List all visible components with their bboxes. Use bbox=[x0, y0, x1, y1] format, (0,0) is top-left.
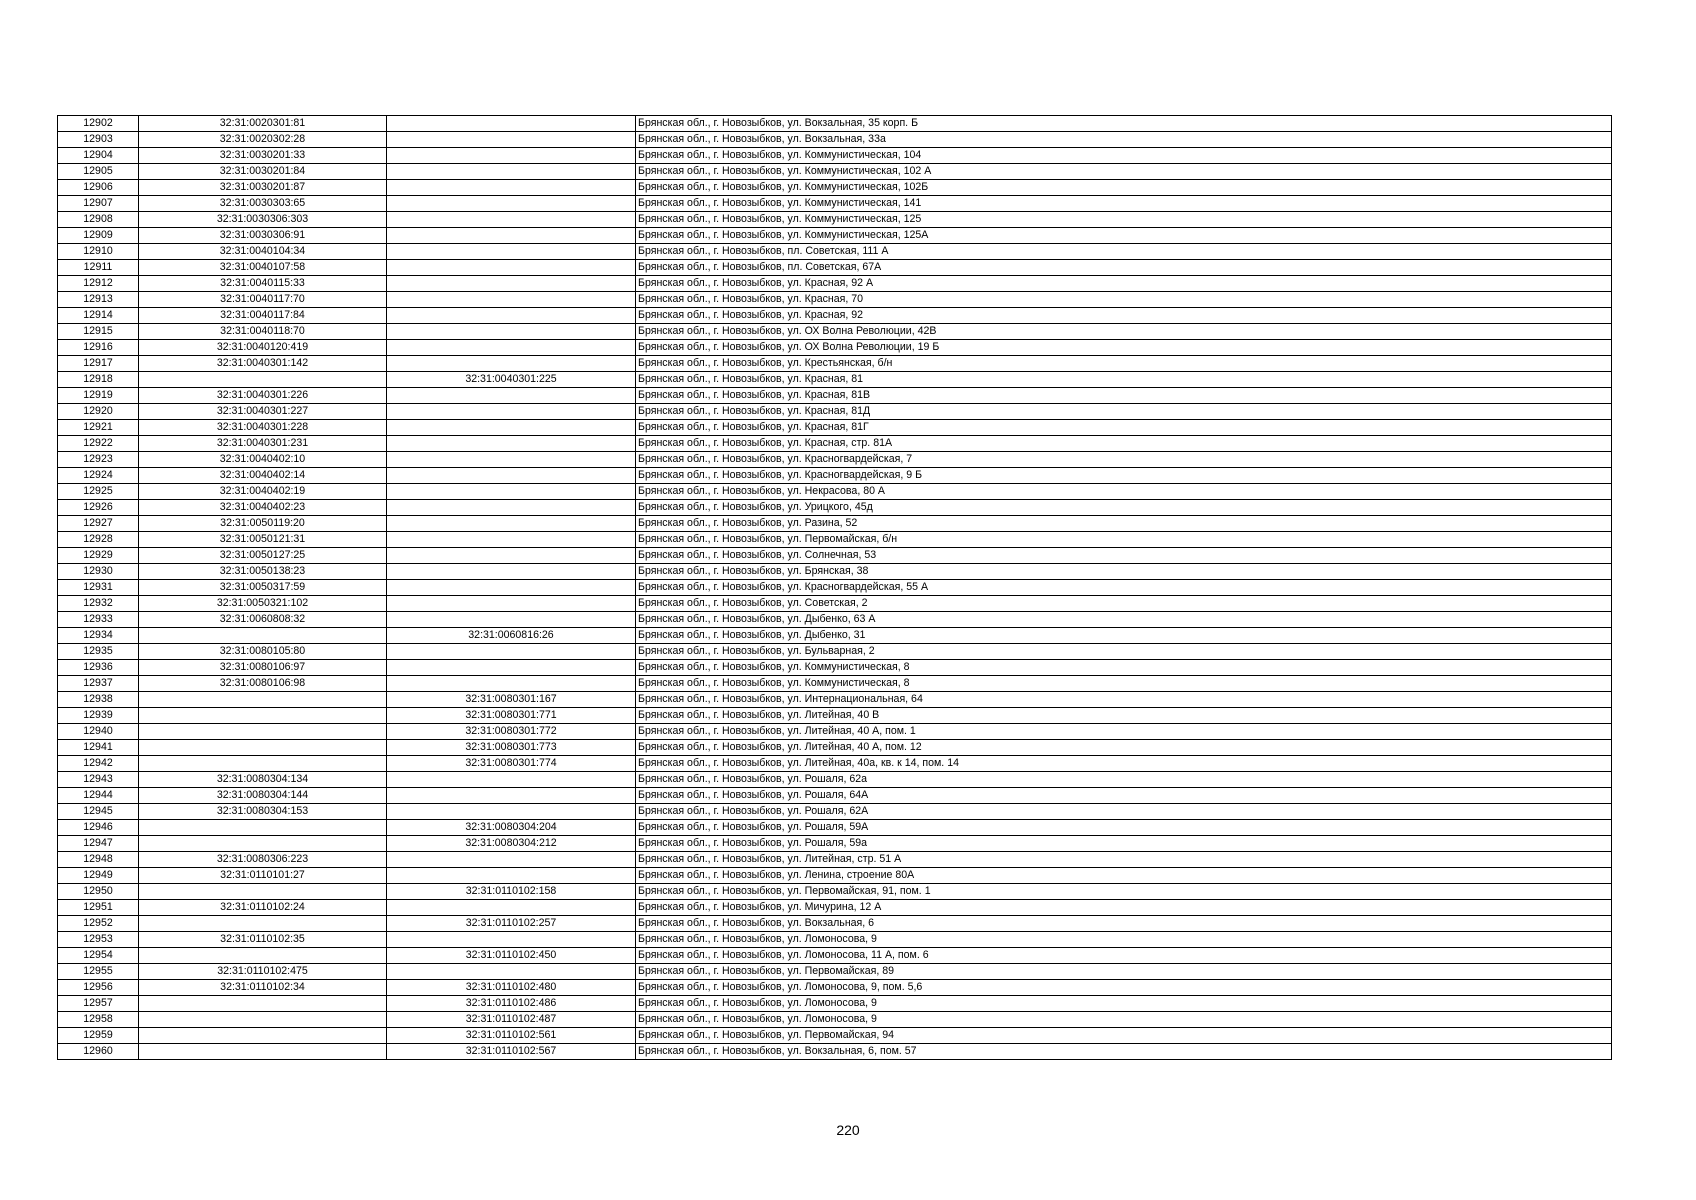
address-cell: Брянская обл., г. Новозыбков, ул. Вокзальная, 35 корп. Б bbox=[636, 116, 1612, 132]
cadastral-number-cell: 32:31:0030201:33 bbox=[139, 148, 387, 164]
table-row bbox=[58, 468, 1612, 484]
address-cell: Брянская обл., г. Новозыбков, ул. Мичурина, 12 А bbox=[636, 900, 1612, 916]
secondary-cadastral-number-cell bbox=[387, 852, 636, 868]
secondary-cadastral-number-cell bbox=[387, 244, 636, 260]
secondary-cadastral-number-cell bbox=[387, 564, 636, 580]
cadastral-number-cell: 32:31:0060808:32 bbox=[139, 612, 387, 628]
cadastral-number-cell: 32:31:0040107:58 bbox=[139, 260, 387, 276]
table-row bbox=[58, 836, 1612, 852]
row-number-cell: 12937 bbox=[58, 676, 139, 692]
secondary-cadastral-number-cell bbox=[387, 500, 636, 516]
row-number-cell: 12942 bbox=[58, 756, 139, 772]
cadastral-number-cell: 32:31:0080106:98 bbox=[139, 676, 387, 692]
row-number-cell: 12940 bbox=[58, 724, 139, 740]
cadastral-number-cell bbox=[139, 724, 387, 740]
secondary-cadastral-number-cell: 32:31:0080301:771 bbox=[387, 708, 636, 724]
address-cell: Брянская обл., г. Новозыбков, ул. Крестьянская, б/н bbox=[636, 356, 1612, 372]
secondary-cadastral-number-cell: 32:31:0080301:774 bbox=[387, 756, 636, 772]
address-cell: Брянская обл., г. Новозыбков, ул. Первомайская, 94 bbox=[636, 1028, 1612, 1044]
cadastral-number-cell: 32:31:0040301:226 bbox=[139, 388, 387, 404]
secondary-cadastral-number-cell bbox=[387, 900, 636, 916]
secondary-cadastral-number-cell: 32:31:0080301:773 bbox=[387, 740, 636, 756]
table-row bbox=[58, 292, 1612, 308]
table-row bbox=[58, 148, 1612, 164]
secondary-cadastral-number-cell bbox=[387, 532, 636, 548]
secondary-cadastral-number-cell: 32:31:0110102:487 bbox=[387, 1012, 636, 1028]
address-cell: Брянская обл., г. Новозыбков, ул. Первомайская, 91, пом. 1 bbox=[636, 884, 1612, 900]
cadastral-number-cell bbox=[139, 628, 387, 644]
address-cell: Брянская обл., г. Новозыбков, ул. Литейная, 40 А, пом. 12 bbox=[636, 740, 1612, 756]
secondary-cadastral-number-cell bbox=[387, 164, 636, 180]
table-row bbox=[58, 388, 1612, 404]
secondary-cadastral-number-cell bbox=[387, 148, 636, 164]
cadastral-number-cell: 32:31:0030201:87 bbox=[139, 180, 387, 196]
table-row bbox=[58, 740, 1612, 756]
table-row bbox=[58, 756, 1612, 772]
cadastral-number-cell: 32:31:0110102:24 bbox=[139, 900, 387, 916]
table-row bbox=[58, 420, 1612, 436]
table-row bbox=[58, 660, 1612, 676]
address-cell: Брянская обл., г. Новозыбков, ул. Рошаля, 59А bbox=[636, 820, 1612, 836]
table-row bbox=[58, 116, 1612, 132]
table-row bbox=[58, 452, 1612, 468]
cadastral-number-cell: 32:31:0040115:33 bbox=[139, 276, 387, 292]
table-row bbox=[58, 324, 1612, 340]
secondary-cadastral-number-cell bbox=[387, 676, 636, 692]
secondary-cadastral-number-cell bbox=[387, 468, 636, 484]
table-row bbox=[58, 948, 1612, 964]
address-cell: Брянская обл., г. Новозыбков, ул. Красная, стр. 81А bbox=[636, 436, 1612, 452]
cadastral-number-cell bbox=[139, 884, 387, 900]
row-number-cell: 12936 bbox=[58, 660, 139, 676]
address-cell: Брянская обл., г. Новозыбков, ул. Коммунистическая, 8 bbox=[636, 676, 1612, 692]
row-number-cell: 12914 bbox=[58, 308, 139, 324]
address-cell: Брянская обл., г. Новозыбков, ул. Рошаля, 64А bbox=[636, 788, 1612, 804]
address-cell: Брянская обл., г. Новозыбков, ул. Солнечная, 53 bbox=[636, 548, 1612, 564]
row-number-cell: 12916 bbox=[58, 340, 139, 356]
row-number-cell: 12951 bbox=[58, 900, 139, 916]
row-number-cell: 12915 bbox=[58, 324, 139, 340]
row-number-cell: 12908 bbox=[58, 212, 139, 228]
cadastral-number-cell: 32:31:0030201:84 bbox=[139, 164, 387, 180]
table-row bbox=[58, 596, 1612, 612]
cadastral-number-cell: 32:31:0110102:35 bbox=[139, 932, 387, 948]
registry-table-body bbox=[58, 116, 1612, 1060]
row-number-cell: 12941 bbox=[58, 740, 139, 756]
row-number-cell: 12957 bbox=[58, 996, 139, 1012]
table-row bbox=[58, 308, 1612, 324]
row-number-cell: 12934 bbox=[58, 628, 139, 644]
row-number-cell: 12954 bbox=[58, 948, 139, 964]
address-cell: Брянская обл., г. Новозыбков, ул. Красногвардейская, 55 А bbox=[636, 580, 1612, 596]
row-number-cell: 12950 bbox=[58, 884, 139, 900]
secondary-cadastral-number-cell: 32:31:0110102:158 bbox=[387, 884, 636, 900]
cadastral-number-cell bbox=[139, 1044, 387, 1060]
address-cell: Брянская обл., г. Новозыбков, ул. Красногвардейская, 7 bbox=[636, 452, 1612, 468]
cadastral-number-cell: 32:31:0020302:28 bbox=[139, 132, 387, 148]
cadastral-number-cell: 32:31:0040104:34 bbox=[139, 244, 387, 260]
secondary-cadastral-number-cell bbox=[387, 580, 636, 596]
registry-table bbox=[57, 115, 1612, 1060]
cadastral-number-cell: 32:31:0050321:102 bbox=[139, 596, 387, 612]
secondary-cadastral-number-cell bbox=[387, 356, 636, 372]
cadastral-number-cell: 32:31:0110101:27 bbox=[139, 868, 387, 884]
row-number-cell: 12953 bbox=[58, 932, 139, 948]
address-cell: Брянская обл., г. Новозыбков, ул. Ломоносова, 9 bbox=[636, 1012, 1612, 1028]
address-cell: Брянская обл., г. Новозыбков, ул. Рошаля, 62а bbox=[636, 772, 1612, 788]
row-number-cell: 12935 bbox=[58, 644, 139, 660]
row-number-cell: 12958 bbox=[58, 1012, 139, 1028]
table-row bbox=[58, 628, 1612, 644]
row-number-cell: 12912 bbox=[58, 276, 139, 292]
table-row bbox=[58, 772, 1612, 788]
address-cell: Брянская обл., г. Новозыбков, ул. Красная, 81Г bbox=[636, 420, 1612, 436]
address-cell: Брянская обл., г. Новозыбков, ул. Красная, 81В bbox=[636, 388, 1612, 404]
address-cell: Брянская обл., г. Новозыбков, ул. ОХ Волна Революции, 42В bbox=[636, 324, 1612, 340]
address-cell: Брянская обл., г. Новозыбков, ул. ОХ Волна Революции, 19 Б bbox=[636, 340, 1612, 356]
cadastral-number-cell: 32:31:0040118:70 bbox=[139, 324, 387, 340]
secondary-cadastral-number-cell: 32:31:0110102:486 bbox=[387, 996, 636, 1012]
table-row bbox=[58, 132, 1612, 148]
address-cell: Брянская обл., г. Новозыбков, ул. Дыбенко, 63 А bbox=[636, 612, 1612, 628]
secondary-cadastral-number-cell bbox=[387, 772, 636, 788]
address-cell: Брянская обл., г. Новозыбков, ул. Ленина, строение 80А bbox=[636, 868, 1612, 884]
secondary-cadastral-number-cell: 32:31:0110102:561 bbox=[387, 1028, 636, 1044]
row-number-cell: 12921 bbox=[58, 420, 139, 436]
secondary-cadastral-number-cell: 32:31:0110102:567 bbox=[387, 1044, 636, 1060]
secondary-cadastral-number-cell bbox=[387, 196, 636, 212]
cadastral-number-cell bbox=[139, 372, 387, 388]
row-number-cell: 12952 bbox=[58, 916, 139, 932]
cadastral-number-cell: 32:31:0050138:23 bbox=[139, 564, 387, 580]
cadastral-number-cell bbox=[139, 740, 387, 756]
address-cell: Брянская обл., г. Новозыбков, ул. Ломоносова, 9, пом. 5,6 bbox=[636, 980, 1612, 996]
row-number-cell: 12928 bbox=[58, 532, 139, 548]
table-row bbox=[58, 708, 1612, 724]
row-number-cell: 12906 bbox=[58, 180, 139, 196]
cadastral-number-cell bbox=[139, 916, 387, 932]
cadastral-number-cell: 32:31:0040120:419 bbox=[139, 340, 387, 356]
table-row bbox=[58, 484, 1612, 500]
row-number-cell: 12939 bbox=[58, 708, 139, 724]
address-cell: Брянская обл., г. Новозыбков, ул. Коммунистическая, 102Б bbox=[636, 180, 1612, 196]
address-cell: Брянская обл., г. Новозыбков, пл. Советская, 111 А bbox=[636, 244, 1612, 260]
secondary-cadastral-number-cell bbox=[387, 964, 636, 980]
address-cell: Брянская обл., г. Новозыбков, ул. Коммунистическая, 8 bbox=[636, 660, 1612, 676]
secondary-cadastral-number-cell bbox=[387, 452, 636, 468]
row-number-cell: 12927 bbox=[58, 516, 139, 532]
address-cell: Брянская обл., г. Новозыбков, ул. Красная, 92 А bbox=[636, 276, 1612, 292]
table-row bbox=[58, 372, 1612, 388]
row-number-cell: 12917 bbox=[58, 356, 139, 372]
row-number-cell: 12926 bbox=[58, 500, 139, 516]
table-row bbox=[58, 532, 1612, 548]
address-cell: Брянская обл., г. Новозыбков, ул. Ломоносова, 9 bbox=[636, 932, 1612, 948]
table-row bbox=[58, 612, 1612, 628]
address-cell: Брянская обл., г. Новозыбков, ул. Вокзальная, 33а bbox=[636, 132, 1612, 148]
table-row bbox=[58, 212, 1612, 228]
secondary-cadastral-number-cell bbox=[387, 484, 636, 500]
cadastral-number-cell: 32:31:0020301:81 bbox=[139, 116, 387, 132]
table-row bbox=[58, 932, 1612, 948]
cadastral-number-cell: 32:31:0110102:475 bbox=[139, 964, 387, 980]
table-row bbox=[58, 916, 1612, 932]
address-cell: Брянская обл., г. Новозыбков, ул. Вокзальная, 6 bbox=[636, 916, 1612, 932]
secondary-cadastral-number-cell bbox=[387, 260, 636, 276]
row-number-cell: 12956 bbox=[58, 980, 139, 996]
cadastral-number-cell: 32:31:0080304:144 bbox=[139, 788, 387, 804]
secondary-cadastral-number-cell: 32:31:0060816:26 bbox=[387, 628, 636, 644]
table-row bbox=[58, 852, 1612, 868]
address-cell: Брянская обл., г. Новозыбков, ул. Красная, 70 bbox=[636, 292, 1612, 308]
address-cell: Брянская обл., г. Новозыбков, ул. Советская, 2 bbox=[636, 596, 1612, 612]
table-row bbox=[58, 804, 1612, 820]
row-number-cell: 12933 bbox=[58, 612, 139, 628]
cadastral-number-cell: 32:31:0040402:23 bbox=[139, 500, 387, 516]
secondary-cadastral-number-cell bbox=[387, 324, 636, 340]
table-row bbox=[58, 180, 1612, 196]
table-row bbox=[58, 884, 1612, 900]
row-number-cell: 12946 bbox=[58, 820, 139, 836]
secondary-cadastral-number-cell bbox=[387, 180, 636, 196]
table-row bbox=[58, 868, 1612, 884]
table-row bbox=[58, 900, 1612, 916]
secondary-cadastral-number-cell bbox=[387, 292, 636, 308]
secondary-cadastral-number-cell bbox=[387, 228, 636, 244]
secondary-cadastral-number-cell bbox=[387, 644, 636, 660]
row-number-cell: 12925 bbox=[58, 484, 139, 500]
secondary-cadastral-number-cell bbox=[387, 804, 636, 820]
address-cell: Брянская обл., г. Новозыбков, пл. Советская, 67А bbox=[636, 260, 1612, 276]
table-row bbox=[58, 276, 1612, 292]
address-cell: Брянская обл., г. Новозыбков, ул. Разина, 52 bbox=[636, 516, 1612, 532]
address-cell: Брянская обл., г. Новозыбков, ул. Интернациональная, 64 bbox=[636, 692, 1612, 708]
table-row bbox=[58, 644, 1612, 660]
cadastral-number-cell bbox=[139, 1012, 387, 1028]
cadastral-number-cell: 32:31:0030303:65 bbox=[139, 196, 387, 212]
secondary-cadastral-number-cell: 32:31:0080301:167 bbox=[387, 692, 636, 708]
address-cell: Брянская обл., г. Новозыбков, ул. Бульварная, 2 bbox=[636, 644, 1612, 660]
secondary-cadastral-number-cell bbox=[387, 420, 636, 436]
table-row bbox=[58, 980, 1612, 996]
row-number-cell: 12944 bbox=[58, 788, 139, 804]
row-number-cell: 12948 bbox=[58, 852, 139, 868]
row-number-cell: 12911 bbox=[58, 260, 139, 276]
address-cell: Брянская обл., г. Новозыбков, ул. Коммунистическая, 104 bbox=[636, 148, 1612, 164]
cadastral-number-cell: 32:31:0050127:25 bbox=[139, 548, 387, 564]
secondary-cadastral-number-cell bbox=[387, 868, 636, 884]
row-number-cell: 12938 bbox=[58, 692, 139, 708]
table-row bbox=[58, 1044, 1612, 1060]
address-cell: Брянская обл., г. Новозыбков, ул. Коммунистическая, 141 bbox=[636, 196, 1612, 212]
address-cell: Брянская обл., г. Новозыбков, ул. Красногвардейская, 9 Б bbox=[636, 468, 1612, 484]
row-number-cell: 12919 bbox=[58, 388, 139, 404]
address-cell: Брянская обл., г. Новозыбков, ул. Брянская, 38 bbox=[636, 564, 1612, 580]
cadastral-number-cell: 32:31:0080106:97 bbox=[139, 660, 387, 676]
address-cell: Брянская обл., г. Новозыбков, ул. Литейная, 40 В bbox=[636, 708, 1612, 724]
cadastral-number-cell: 32:31:0080304:153 bbox=[139, 804, 387, 820]
cadastral-number-cell: 32:31:0080304:134 bbox=[139, 772, 387, 788]
table-row bbox=[58, 820, 1612, 836]
table-row bbox=[58, 1012, 1612, 1028]
cadastral-number-cell: 32:31:0040301:227 bbox=[139, 404, 387, 420]
table-row bbox=[58, 788, 1612, 804]
cadastral-number-cell bbox=[139, 692, 387, 708]
secondary-cadastral-number-cell bbox=[387, 516, 636, 532]
secondary-cadastral-number-cell: 32:31:0040301:225 bbox=[387, 372, 636, 388]
table-row bbox=[58, 164, 1612, 180]
cadastral-number-cell: 32:31:0080105:80 bbox=[139, 644, 387, 660]
row-number-cell: 12959 bbox=[58, 1028, 139, 1044]
cadastral-number-cell: 32:31:0040301:228 bbox=[139, 420, 387, 436]
table-row bbox=[58, 676, 1612, 692]
secondary-cadastral-number-cell bbox=[387, 308, 636, 324]
table-row bbox=[58, 516, 1612, 532]
row-number-cell: 12913 bbox=[58, 292, 139, 308]
cadastral-number-cell: 32:31:0110102:34 bbox=[139, 980, 387, 996]
row-number-cell: 12920 bbox=[58, 404, 139, 420]
address-cell: Брянская обл., г. Новозыбков, ул. Литейная, 40 А, пом. 1 bbox=[636, 724, 1612, 740]
address-cell: Брянская обл., г. Новозыбков, ул. Красная, 92 bbox=[636, 308, 1612, 324]
cadastral-number-cell bbox=[139, 836, 387, 852]
secondary-cadastral-number-cell bbox=[387, 132, 636, 148]
secondary-cadastral-number-cell: 32:31:0080304:212 bbox=[387, 836, 636, 852]
row-number-cell: 12907 bbox=[58, 196, 139, 212]
address-cell: Брянская обл., г. Новозыбков, ул. Рошаля, 59а bbox=[636, 836, 1612, 852]
address-cell: Брянская обл., г. Новозыбков, ул. Красная, 81 bbox=[636, 372, 1612, 388]
row-number-cell: 12902 bbox=[58, 116, 139, 132]
table-row bbox=[58, 436, 1612, 452]
secondary-cadastral-number-cell: 32:31:0080301:772 bbox=[387, 724, 636, 740]
secondary-cadastral-number-cell bbox=[387, 340, 636, 356]
secondary-cadastral-number-cell: 32:31:0110102:480 bbox=[387, 980, 636, 996]
cadastral-number-cell: 32:31:0030306:303 bbox=[139, 212, 387, 228]
cadastral-number-cell: 32:31:0050119:20 bbox=[139, 516, 387, 532]
address-cell: Брянская обл., г. Новозыбков, ул. Литейная, стр. 51 А bbox=[636, 852, 1612, 868]
row-number-cell: 12924 bbox=[58, 468, 139, 484]
cadastral-number-cell bbox=[139, 1028, 387, 1044]
row-number-cell: 12922 bbox=[58, 436, 139, 452]
table-row bbox=[58, 228, 1612, 244]
address-cell: Брянская обл., г. Новозыбков, ул. Первомайская, 89 bbox=[636, 964, 1612, 980]
table-row bbox=[58, 724, 1612, 740]
address-cell: Брянская обл., г. Новозыбков, ул. Ломоносова, 9 bbox=[636, 996, 1612, 1012]
row-number-cell: 12947 bbox=[58, 836, 139, 852]
table-row bbox=[58, 196, 1612, 212]
row-number-cell: 12923 bbox=[58, 452, 139, 468]
secondary-cadastral-number-cell: 32:31:0080304:204 bbox=[387, 820, 636, 836]
cadastral-number-cell: 32:31:0040301:142 bbox=[139, 356, 387, 372]
address-cell: Брянская обл., г. Новозыбков, ул. Рошаля, 62А bbox=[636, 804, 1612, 820]
secondary-cadastral-number-cell bbox=[387, 612, 636, 628]
cadastral-number-cell bbox=[139, 756, 387, 772]
address-cell: Брянская обл., г. Новозыбков, ул. Коммунистическая, 125А bbox=[636, 228, 1612, 244]
address-cell: Брянская обл., г. Новозыбков, ул. Вокзальная, 6, пом. 57 bbox=[636, 1044, 1612, 1060]
table-row bbox=[58, 1028, 1612, 1044]
table-row bbox=[58, 964, 1612, 980]
page-number: 220 bbox=[836, 1122, 860, 1138]
row-number-cell: 12904 bbox=[58, 148, 139, 164]
cadastral-number-cell: 32:31:0040301:231 bbox=[139, 436, 387, 452]
secondary-cadastral-number-cell bbox=[387, 388, 636, 404]
cadastral-number-cell: 32:31:0040117:70 bbox=[139, 292, 387, 308]
secondary-cadastral-number-cell bbox=[387, 116, 636, 132]
row-number-cell: 12918 bbox=[58, 372, 139, 388]
row-number-cell: 12932 bbox=[58, 596, 139, 612]
cadastral-number-cell: 32:31:0050121:31 bbox=[139, 532, 387, 548]
cadastral-number-cell: 32:31:0080306:223 bbox=[139, 852, 387, 868]
row-number-cell: 12930 bbox=[58, 564, 139, 580]
cadastral-number-cell: 32:31:0030306:91 bbox=[139, 228, 387, 244]
address-cell: Брянская обл., г. Новозыбков, ул. Первомайская, б/н bbox=[636, 532, 1612, 548]
row-number-cell: 12905 bbox=[58, 164, 139, 180]
secondary-cadastral-number-cell bbox=[387, 660, 636, 676]
table-row bbox=[58, 996, 1612, 1012]
table-row bbox=[58, 260, 1612, 276]
secondary-cadastral-number-cell bbox=[387, 788, 636, 804]
table-row bbox=[58, 692, 1612, 708]
row-number-cell: 12929 bbox=[58, 548, 139, 564]
address-cell: Брянская обл., г. Новозыбков, ул. Коммунистическая, 125 bbox=[636, 212, 1612, 228]
cadastral-number-cell bbox=[139, 996, 387, 1012]
table-row bbox=[58, 580, 1612, 596]
row-number-cell: 12931 bbox=[58, 580, 139, 596]
row-number-cell: 12910 bbox=[58, 244, 139, 260]
table-row bbox=[58, 500, 1612, 516]
address-cell: Брянская обл., г. Новозыбков, ул. Коммунистическая, 102 А bbox=[636, 164, 1612, 180]
secondary-cadastral-number-cell bbox=[387, 212, 636, 228]
row-number-cell: 12949 bbox=[58, 868, 139, 884]
table-row bbox=[58, 340, 1612, 356]
row-number-cell: 12945 bbox=[58, 804, 139, 820]
row-number-cell: 12960 bbox=[58, 1044, 139, 1060]
cadastral-number-cell: 32:31:0040402:10 bbox=[139, 452, 387, 468]
row-number-cell: 12909 bbox=[58, 228, 139, 244]
address-cell: Брянская обл., г. Новозыбков, ул. Ломоносова, 11 А, пом. 6 bbox=[636, 948, 1612, 964]
secondary-cadastral-number-cell bbox=[387, 932, 636, 948]
address-cell: Брянская обл., г. Новозыбков, ул. Дыбенко, 31 bbox=[636, 628, 1612, 644]
row-number-cell: 12943 bbox=[58, 772, 139, 788]
table-row bbox=[58, 244, 1612, 260]
cadastral-number-cell: 32:31:0040402:19 bbox=[139, 484, 387, 500]
cadastral-number-cell bbox=[139, 948, 387, 964]
secondary-cadastral-number-cell bbox=[387, 276, 636, 292]
cadastral-number-cell bbox=[139, 820, 387, 836]
row-number-cell: 12955 bbox=[58, 964, 139, 980]
address-cell: Брянская обл., г. Новозыбков, ул. Литейная, 40а, кв. к 14, пом. 14 bbox=[636, 756, 1612, 772]
secondary-cadastral-number-cell bbox=[387, 548, 636, 564]
cadastral-number-cell bbox=[139, 708, 387, 724]
address-cell: Брянская обл., г. Новозыбков, ул. Некрасова, 80 А bbox=[636, 484, 1612, 500]
table-row bbox=[58, 356, 1612, 372]
row-number-cell: 12903 bbox=[58, 132, 139, 148]
table-row bbox=[58, 548, 1612, 564]
cadastral-number-cell: 32:31:0040402:14 bbox=[139, 468, 387, 484]
cadastral-number-cell: 32:31:0050317:59 bbox=[139, 580, 387, 596]
secondary-cadastral-number-cell bbox=[387, 404, 636, 420]
secondary-cadastral-number-cell bbox=[387, 436, 636, 452]
secondary-cadastral-number-cell: 32:31:0110102:257 bbox=[387, 916, 636, 932]
cadastral-number-cell: 32:31:0040117:84 bbox=[139, 308, 387, 324]
table-row bbox=[58, 404, 1612, 420]
address-cell: Брянская обл., г. Новозыбков, ул. Красная, 81Д bbox=[636, 404, 1612, 420]
table-row bbox=[58, 564, 1612, 580]
secondary-cadastral-number-cell: 32:31:0110102:450 bbox=[387, 948, 636, 964]
address-cell: Брянская обл., г. Новозыбков, ул. Урицкого, 45д bbox=[636, 500, 1612, 516]
secondary-cadastral-number-cell bbox=[387, 596, 636, 612]
